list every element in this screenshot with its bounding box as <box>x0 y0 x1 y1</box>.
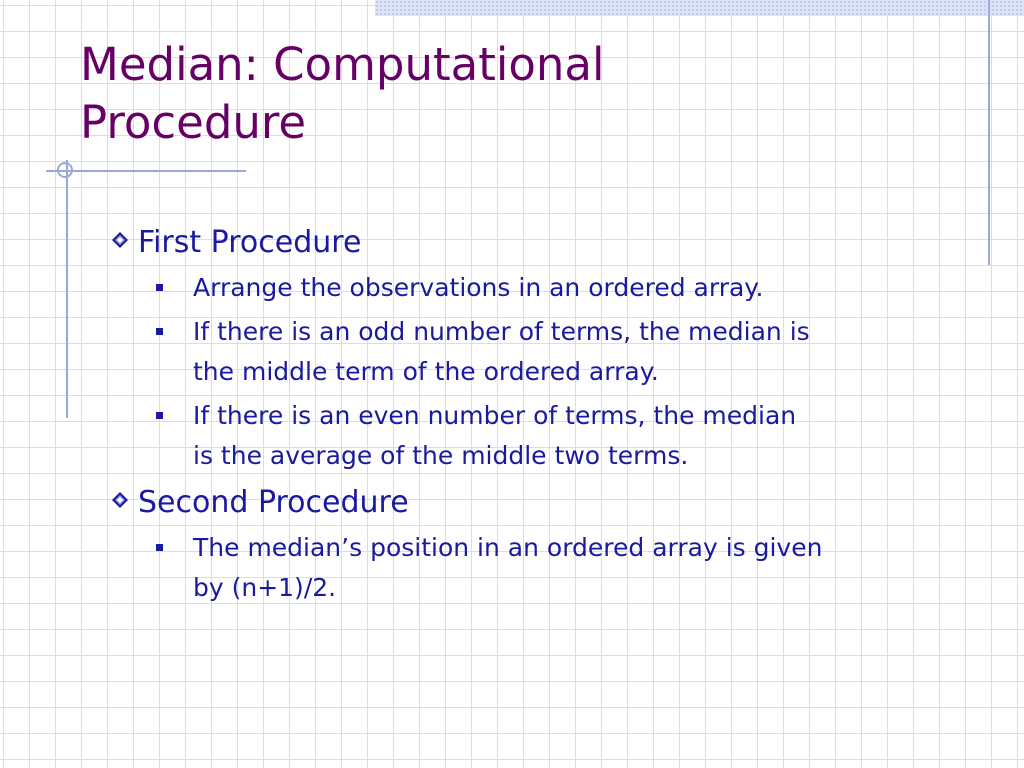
list-item <box>156 312 968 392</box>
square-bullet-icon <box>156 544 163 551</box>
list-item-line: by (n+1)/2. <box>193 573 337 602</box>
square-bullet-icon <box>156 328 163 335</box>
first-procedure-subitems <box>108 268 968 476</box>
list-item <box>156 528 968 608</box>
left-vertical-rule <box>66 160 68 418</box>
second-procedure-subitems <box>108 528 968 608</box>
list-item-text <box>193 312 953 392</box>
list-item-line: Arrange the observations in an ordered array. <box>193 273 764 302</box>
header-decoration-band <box>375 0 1024 16</box>
list-item-line: If there is an even number of terms, the median <box>193 401 797 430</box>
list-item-line: the middle term of the ordered array. <box>193 357 659 386</box>
slide-title-line-1: Median: Computational <box>80 38 605 91</box>
list-item-line: is the average of the middle two terms. <box>193 441 689 470</box>
square-bullet-icon <box>156 412 163 419</box>
bullet-second-procedure <box>108 482 968 524</box>
title-underline-rule <box>46 170 246 172</box>
diamond-bullet-icon <box>112 492 128 508</box>
list-item-text <box>193 528 953 608</box>
diamond-bullet-icon <box>112 232 128 248</box>
slide-body <box>108 222 968 614</box>
ring-ornament-icon <box>57 162 73 178</box>
list-item-line: The median’s position in an ordered array is given <box>193 533 823 562</box>
slide-title <box>80 36 780 152</box>
list-item <box>156 396 968 476</box>
slide-title-line-2: Procedure <box>80 96 307 149</box>
list-item-text <box>193 268 953 308</box>
square-bullet-icon <box>156 284 163 291</box>
right-vertical-rule <box>988 0 990 265</box>
list-item <box>156 268 968 308</box>
list-item-line: If there is an odd number of terms, the median is <box>193 317 810 346</box>
bullet-label: First Procedure <box>138 225 362 260</box>
bullet-first-procedure <box>108 222 968 264</box>
list-item-text <box>193 396 953 476</box>
bullet-label: Second Procedure <box>138 485 409 520</box>
